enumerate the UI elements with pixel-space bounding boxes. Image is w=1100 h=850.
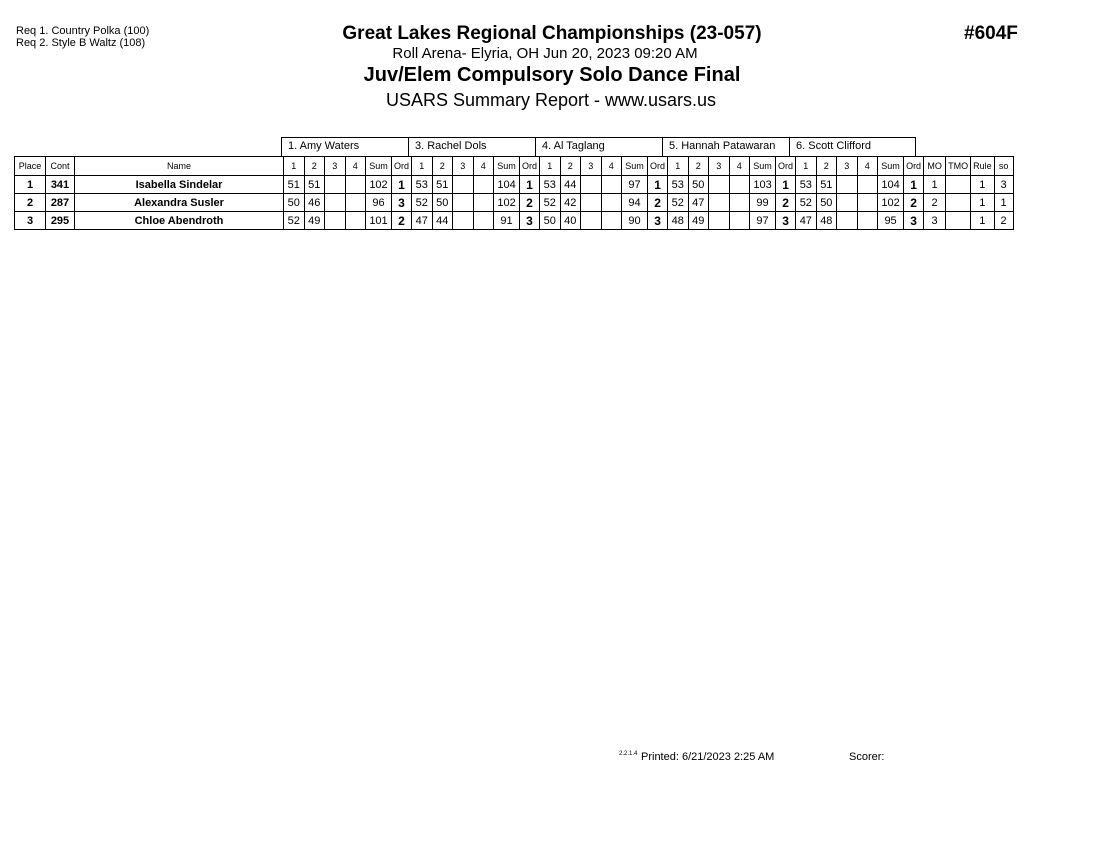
sum-cell: 99	[750, 194, 776, 212]
score-cell	[709, 212, 730, 230]
judge-header-2: 3. Rachel Dols	[408, 137, 535, 156]
score-cell: 48	[816, 212, 837, 230]
sum-cell: 95	[878, 212, 904, 230]
col-judge1-2: 2	[304, 157, 325, 176]
place-cell: 1	[15, 176, 46, 194]
skater-name: Alexandra Susler	[75, 194, 284, 212]
col-judge3-3: 3	[581, 157, 602, 176]
score-cell: 40	[560, 212, 581, 230]
ordinal-cell: 1	[520, 176, 540, 194]
col-judge4-2: 2	[688, 157, 709, 176]
so-cell: 2	[994, 212, 1013, 230]
printed-timestamp: Printed: 6/21/2023 2:25 AM	[641, 751, 775, 763]
score-cell	[473, 176, 494, 194]
score-cell	[345, 176, 366, 194]
championship-title: Great Lakes Regional Championships (23-057)	[342, 23, 762, 44]
judge-header-1: 1. Amy Waters	[281, 137, 408, 156]
ordinal-cell: 2	[904, 194, 924, 212]
score-cell: 53	[540, 176, 561, 194]
ordinal-cell: 3	[520, 212, 540, 230]
score-cell: 44	[432, 212, 453, 230]
col-cont: Cont	[46, 157, 75, 176]
score-cell: 51	[432, 176, 453, 194]
col-judge5-1: 1	[796, 157, 817, 176]
col-mo: MO	[924, 157, 946, 176]
sum-cell: 94	[622, 194, 648, 212]
col-judge5-3: 3	[837, 157, 858, 176]
score-cell	[729, 194, 750, 212]
place-cell: 3	[15, 212, 46, 230]
col-judge1-4: 4	[345, 157, 366, 176]
col-judge3-ord: Ord	[648, 157, 668, 176]
score-cell: 51	[816, 176, 837, 194]
score-cell	[581, 194, 602, 212]
score-cell: 44	[560, 176, 581, 194]
sum-cell: 90	[622, 212, 648, 230]
sum-cell: 101	[366, 212, 392, 230]
col-judge1-3: 3	[325, 157, 346, 176]
score-cell: 42	[560, 194, 581, 212]
score-cell: 50	[284, 194, 305, 212]
score-cell	[709, 176, 730, 194]
ordinal-cell: 3	[904, 212, 924, 230]
score-cell: 47	[412, 212, 433, 230]
score-cell: 48	[668, 212, 689, 230]
ordinal-cell: 2	[520, 194, 540, 212]
skater-name: Chloe Abendroth	[75, 212, 284, 230]
so-cell: 3	[994, 176, 1013, 194]
score-cell	[473, 212, 494, 230]
col-judge4-1: 1	[668, 157, 689, 176]
col-judge2-4: 4	[473, 157, 494, 176]
scorer-label: Scorer:	[849, 751, 885, 763]
score-cell	[601, 194, 622, 212]
judge-header-row	[281, 137, 916, 155]
col-judge2-2: 2	[432, 157, 453, 176]
col-judge3-4: 4	[601, 157, 622, 176]
col-judge4-sum: Sum	[750, 157, 776, 176]
mo-cell: 3	[924, 212, 946, 230]
ordinal-cell: 1	[392, 176, 412, 194]
score-cell: 53	[668, 176, 689, 194]
rule-cell: 1	[971, 194, 995, 212]
score-cell	[473, 194, 494, 212]
score-cell: 50	[816, 194, 837, 212]
col-place: Place	[15, 157, 46, 176]
footer-code: 2.2.1.4	[619, 751, 638, 757]
score-cell	[837, 176, 858, 194]
score-cell: 50	[540, 212, 561, 230]
score-cell: 52	[540, 194, 561, 212]
col-tmo: TMO	[946, 157, 971, 176]
col-judge5-ord: Ord	[904, 157, 924, 176]
sum-cell: 103	[750, 176, 776, 194]
score-cell	[601, 212, 622, 230]
score-cell	[729, 176, 750, 194]
mo-cell: 2	[924, 194, 946, 212]
ordinal-cell: 1	[776, 176, 796, 194]
table-row	[15, 176, 1014, 194]
report-title: USARS Summary Report - www.usars.us	[385, 90, 717, 110]
tmo-cell	[946, 212, 971, 230]
ordinal-cell: 2	[648, 194, 668, 212]
score-cell	[857, 212, 878, 230]
results-table	[14, 156, 1014, 230]
judge-header-3: 4. Al Taglang	[535, 137, 662, 156]
ordinal-cell: 3	[776, 212, 796, 230]
score-cell	[325, 176, 346, 194]
sum-cell: 104	[494, 176, 520, 194]
score-cell	[729, 212, 750, 230]
requirements-list	[16, 25, 149, 49]
requirement-2: Req 2. Style B Waltz (108)	[16, 37, 146, 49]
col-judge2-1: 1	[412, 157, 433, 176]
col-judge1-sum: Sum	[366, 157, 392, 176]
sum-cell: 97	[750, 212, 776, 230]
score-cell	[709, 194, 730, 212]
score-cell: 51	[284, 176, 305, 194]
score-cell	[837, 212, 858, 230]
col-judge2-sum: Sum	[494, 157, 520, 176]
ordinal-cell: 1	[648, 176, 668, 194]
score-cell: 46	[304, 194, 325, 212]
score-cell: 52	[668, 194, 689, 212]
event-title: Juv/Elem Compulsory Solo Dance Final	[363, 64, 741, 86]
venue-date: Roll Arena- Elyria, OH Jun 20, 2023 09:20 AM	[392, 45, 698, 62]
skater-name: Isabella Sindelar	[75, 176, 284, 194]
col-judge4-3: 3	[709, 157, 730, 176]
score-cell: 49	[688, 212, 709, 230]
ordinal-cell: 3	[392, 194, 412, 212]
score-cell: 50	[688, 176, 709, 194]
table-row	[15, 194, 1014, 212]
score-cell	[581, 212, 602, 230]
sum-cell: 96	[366, 194, 392, 212]
mo-cell: 1	[924, 176, 946, 194]
score-cell: 50	[432, 194, 453, 212]
col-judge2-ord: Ord	[520, 157, 540, 176]
col-so: so	[994, 157, 1013, 176]
ordinal-cell: 1	[904, 176, 924, 194]
score-cell	[325, 194, 346, 212]
score-cell: 51	[304, 176, 325, 194]
score-cell	[345, 212, 366, 230]
score-cell	[453, 176, 474, 194]
score-cell: 47	[796, 212, 817, 230]
col-judge1-ord: Ord	[392, 157, 412, 176]
sum-cell: 91	[494, 212, 520, 230]
rule-cell: 1	[971, 212, 995, 230]
contestant-number: 295	[46, 212, 75, 230]
event-number: #604F	[964, 23, 1018, 44]
tmo-cell	[946, 194, 971, 212]
sum-cell: 102	[494, 194, 520, 212]
col-judge5-4: 4	[857, 157, 878, 176]
so-cell: 1	[994, 194, 1013, 212]
score-cell: 47	[688, 194, 709, 212]
ordinal-cell: 2	[392, 212, 412, 230]
score-cell	[325, 212, 346, 230]
contestant-number: 341	[46, 176, 75, 194]
table-row	[15, 212, 1014, 230]
score-cell	[857, 176, 878, 194]
score-cell	[857, 194, 878, 212]
score-cell	[837, 194, 858, 212]
score-cell: 49	[304, 212, 325, 230]
contestant-number: 287	[46, 194, 75, 212]
col-judge3-1: 1	[540, 157, 561, 176]
score-cell: 53	[796, 176, 817, 194]
score-cell: 52	[412, 194, 433, 212]
col-judge5-2: 2	[816, 157, 837, 176]
score-cell	[345, 194, 366, 212]
sum-cell: 102	[366, 176, 392, 194]
ordinal-cell: 3	[648, 212, 668, 230]
rule-cell: 1	[971, 176, 995, 194]
score-cell: 52	[284, 212, 305, 230]
place-cell: 2	[15, 194, 46, 212]
ordinal-cell: 2	[776, 194, 796, 212]
score-cell	[453, 194, 474, 212]
score-cell: 52	[796, 194, 817, 212]
judge-header-5: 6. Scott Clifford	[789, 137, 916, 156]
col-judge1-1: 1	[284, 157, 305, 176]
score-cell	[581, 176, 602, 194]
sum-cell: 104	[878, 176, 904, 194]
col-judge5-sum: Sum	[878, 157, 904, 176]
col-rule: Rule	[971, 157, 995, 176]
col-name: Name	[75, 157, 284, 176]
requirement-1: Req 1. Country Polka (100)	[16, 25, 150, 37]
col-judge3-2: 2	[560, 157, 581, 176]
sum-cell: 97	[622, 176, 648, 194]
score-cell	[453, 212, 474, 230]
column-header-row	[15, 157, 1014, 176]
col-judge3-sum: Sum	[622, 157, 648, 176]
judge-header-4: 5. Hannah Patawaran	[662, 137, 789, 156]
score-cell	[601, 176, 622, 194]
col-judge2-3: 3	[453, 157, 474, 176]
col-judge4-4: 4	[729, 157, 750, 176]
col-judge4-ord: Ord	[776, 157, 796, 176]
tmo-cell	[946, 176, 971, 194]
sum-cell: 102	[878, 194, 904, 212]
score-cell: 53	[412, 176, 433, 194]
